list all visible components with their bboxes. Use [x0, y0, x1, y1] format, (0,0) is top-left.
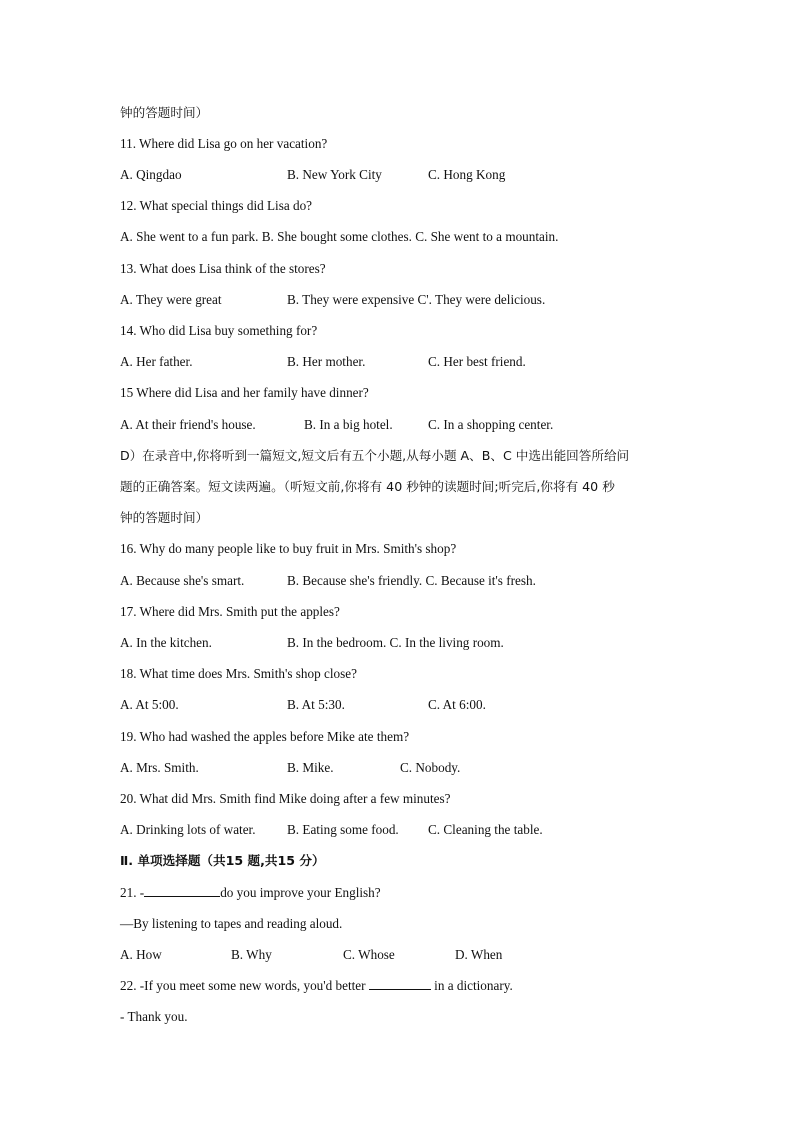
option-a: A. Her father. [120, 354, 193, 369]
section-2-heading: Ⅱ. 单项选择题（共15 题,共15 分） [120, 853, 325, 868]
option-c: C. Her best friend. [428, 354, 526, 369]
option-b: B. At 5:30. [287, 697, 345, 712]
question-22-response: - Thank you. [120, 1009, 188, 1024]
question-15: 15 Where did Lisa and her family have dinner? [120, 385, 369, 400]
option-c: C. In a shopping center. [428, 417, 554, 432]
question-14: 14. Who did Lisa buy something for? [120, 323, 318, 338]
question-22-prefix: 22. -If you meet some new words, you'd better [120, 978, 366, 993]
prev-section-tail: 钟的答题时间） [120, 105, 209, 120]
question-21-response: —By listening to tapes and reading aloud. [120, 916, 343, 931]
question-11: 11. Where did Lisa go on her vacation? [120, 136, 328, 151]
option-b: B. Why [231, 947, 272, 962]
option-b: B. Her mother. [287, 354, 366, 369]
option-bc: B. Because she's friendly. C. Because it's fresh. [287, 573, 536, 588]
question-20: 20. What did Mrs. Smith find Mike doing after a few minutes? [120, 791, 451, 806]
option-a: A. At 5:00. [120, 697, 179, 712]
question-12-options: A. She went to a fun park. B. She bought some clothes. C. She went to a mountain. [120, 229, 559, 244]
option-a: A. At their friend's house. [120, 417, 256, 432]
answer-blank [369, 977, 431, 990]
question-17: 17. Where did Mrs. Smith put the apples? [120, 604, 340, 619]
option-c: C. Cleaning the table. [428, 822, 543, 837]
option-a: A. How [120, 947, 162, 962]
question-13: 13. What does Lisa think of the stores? [120, 261, 326, 276]
option-bc: B. In the bedroom. C. In the living room. [287, 635, 504, 650]
option-a: A. They were great [120, 292, 222, 307]
question-19: 19. Who had washed the apples before Mike ate them? [120, 729, 410, 744]
question-21 [120, 884, 381, 902]
option-b: B. In a big hotel. [304, 417, 393, 432]
question-22 [120, 977, 513, 995]
option-c: C. Hong Kong [428, 167, 506, 182]
question-12: 12. What special things did Lisa do? [120, 198, 313, 213]
question-22-suffix: in a dictionary. [434, 978, 513, 993]
section-d-instructions-line-1: D）在录音中,你将听到一篇短文,短文后有五个小题,从每小题 A、B、C 中选出能回答所给问 [120, 448, 630, 463]
option-a: A. Qingdao [120, 167, 182, 182]
option-c: C. At 6:00. [428, 697, 486, 712]
option-c: C. Whose [343, 947, 395, 962]
option-a: A. Because she's smart. [120, 573, 245, 588]
question-21-prefix: 21. - [120, 885, 145, 900]
answer-blank [144, 884, 220, 897]
option-a: A. Mrs. Smith. [120, 760, 199, 775]
option-b: B. Mike. [287, 760, 334, 775]
question-16: 16. Why do many people like to buy fruit in Mrs. Smith's shop? [120, 541, 457, 556]
section-d-instructions-line-2: 题的正确答案。短文读两遍。（听短文前,你将有 40 秒钟的读题时间;听完后,你将有 40 秒 [120, 479, 615, 494]
question-18: 18. What time does Mrs. Smith's shop close? [120, 666, 357, 681]
option-b: B. New York City [287, 167, 382, 182]
section-d-instructions-line-3: 钟的答题时间） [120, 510, 209, 525]
option-c: C. Nobody. [400, 760, 461, 775]
option-a: A. Drinking lots of water. [120, 822, 256, 837]
option-bc: B. They were expensive C'. They were delicious. [287, 292, 546, 307]
option-d: D. When [455, 947, 503, 962]
option-a: A. In the kitchen. [120, 635, 212, 650]
option-b: B. Eating some food. [287, 822, 399, 837]
question-21-suffix: do you improve your English? [220, 885, 381, 900]
